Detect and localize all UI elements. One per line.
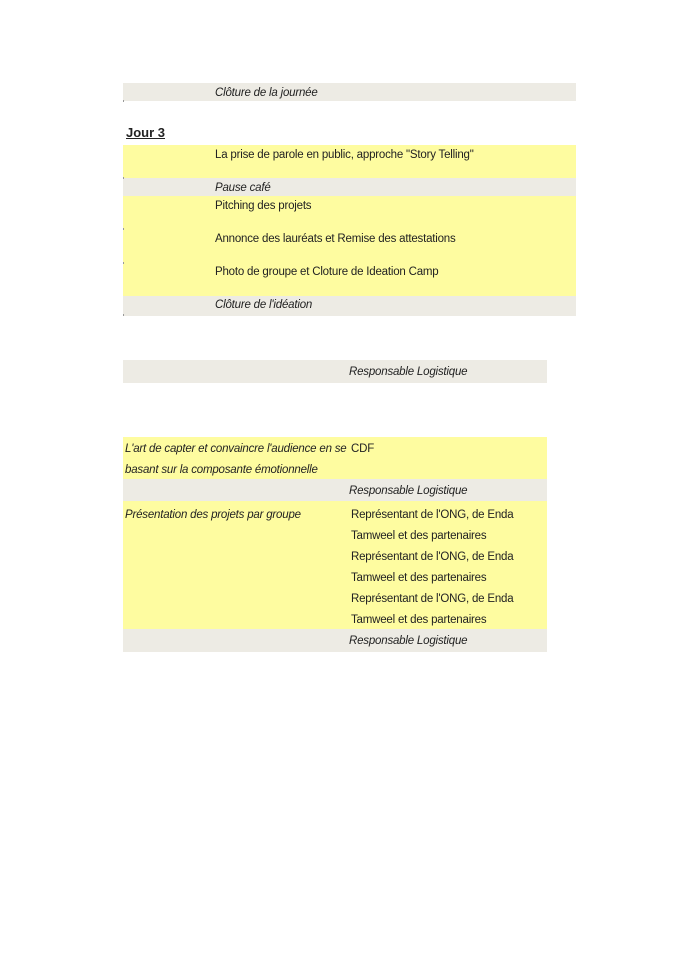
presentation-resp-line: Représentant de l'ONG, de Enda [351,551,514,563]
row-marker [123,314,124,316]
closing-ideation-row [123,296,576,316]
closing-day-row [123,83,576,101]
presentation-resp-line: Tamweel et des partenaires [351,572,487,584]
row-marker [123,100,124,102]
row-marker [123,177,124,179]
storytelling-desc-line1: L'art de capter et convaincre l'audience en se [125,443,347,455]
item-awards: Annonce des lauréats et Remise des attestations [215,233,456,245]
storytelling-desc-line2: basant sur la composante émotionnelle [125,464,318,476]
responsible-row [123,360,547,383]
presentation-desc: Présentation des projets par groupe [125,509,301,521]
item-coffee-break: Pause café [215,182,271,194]
logistics-row-2 [123,629,547,652]
schedule-yellow-block-2 [123,196,576,296]
coffee-break-row [123,178,576,196]
presentation-resp-line: Tamweel et des partenaires [351,614,487,626]
logistics-resp-1: Responsable Logistique [349,485,468,497]
item-pitching: Pitching des projets [215,200,312,212]
logistics-resp-2: Responsable Logistique [349,635,468,647]
logistics-row-1 [123,479,547,501]
item-closing-ideation: Clôture de l'idéation [215,299,313,311]
item-group-photo: Photo de groupe et Cloture de Ideation Camp [215,266,439,278]
presentation-resp-line: Représentant de l'ONG, de Enda [351,509,514,521]
item-public-speaking: La prise de parole en public, approche "Story Telling" [215,149,474,161]
presentation-resp-line: Tamweel et des partenaires [351,530,487,542]
storytelling-resp: CDF [351,443,375,455]
row-marker [123,228,124,230]
closing-day-label: Clôture de la journée [215,87,318,99]
responsible-logistics: Responsable Logistique [349,366,468,378]
presentation-resp-line: Représentant de l'ONG, de Enda [351,593,514,605]
day-heading: Jour 3 [126,125,166,140]
row-marker [123,262,124,264]
